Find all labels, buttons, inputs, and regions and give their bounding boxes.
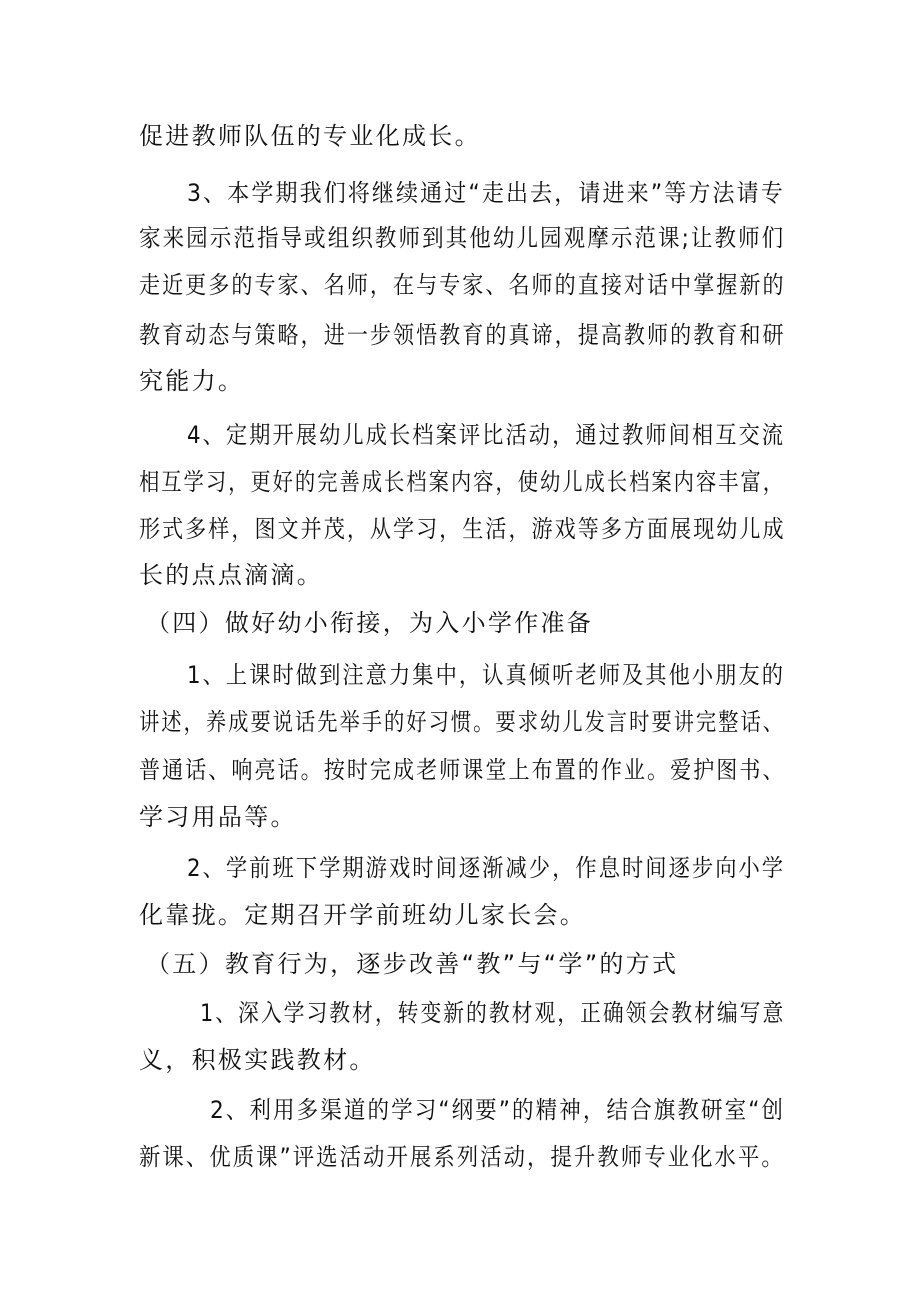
text-line: 讲述，养成要说话先举手的好习惯。要求幼儿发言时要讲完整话、	[139, 708, 786, 736]
text-line: 新课、优质课”评选活动开展系列活动，提升教师专业化水平。	[139, 1143, 785, 1171]
section-heading: （五）教育行为，逐步改善“教”与“学”的方式	[146, 950, 679, 978]
text-line: 2、利用多渠道的学习“纲要”的精神，结合旗教研室“创	[210, 1096, 786, 1124]
text-line: 化靠拢。定期召开学前班幼儿家长会。	[139, 901, 587, 929]
text-line: 家来园示范指导或组织教师到其他幼儿园观摩示范课;让教师们	[139, 224, 786, 252]
text-line: 义，积极实践教材。	[139, 1046, 376, 1074]
text-line: 学习用品等。	[139, 803, 297, 831]
text-line: 长的点点滴滴。	[139, 561, 324, 589]
text-line: 形式多样，图文并茂，从学习，生活，游戏等多方面展现幼儿成	[139, 515, 786, 543]
text-line: 3、本学期我们将继续通过“走出去，请进来”等方法请专	[187, 179, 785, 207]
text-line: 究能力。	[139, 367, 245, 395]
text-line: 相互学习，更好的完善成长档案内容，使幼儿成长档案内容丰富，	[139, 468, 786, 496]
text-line: 教育动态与策略，进一步领悟教育的真谛，提高教师的教育和研	[139, 321, 786, 349]
text-line: 走近更多的专家、名师，在与专家、名师的直接对话中掌握新的	[139, 271, 786, 299]
text-line: 1、深入学习教材，转变新的教材观，正确领会教材编写意	[200, 999, 786, 1027]
text-line: 4、定期开展幼儿成长档案评比活动，通过教师间相互交流	[187, 421, 786, 449]
text-line: 2、学前班下学期游戏时间逐渐减少，作息时间逐步向小学	[187, 854, 786, 882]
text-line: 1、上课时做到注意力集中，认真倾听老师及其他小朋友的	[187, 661, 786, 689]
text-line: 普通话、响亮话。按时完成老师课堂上布置的作业。爱护图书、	[139, 756, 786, 784]
section-heading: （四）做好幼小衔接，为入小学作准备	[146, 609, 594, 637]
text-line: 促进教师队伍的专业化成长。	[139, 122, 481, 150]
